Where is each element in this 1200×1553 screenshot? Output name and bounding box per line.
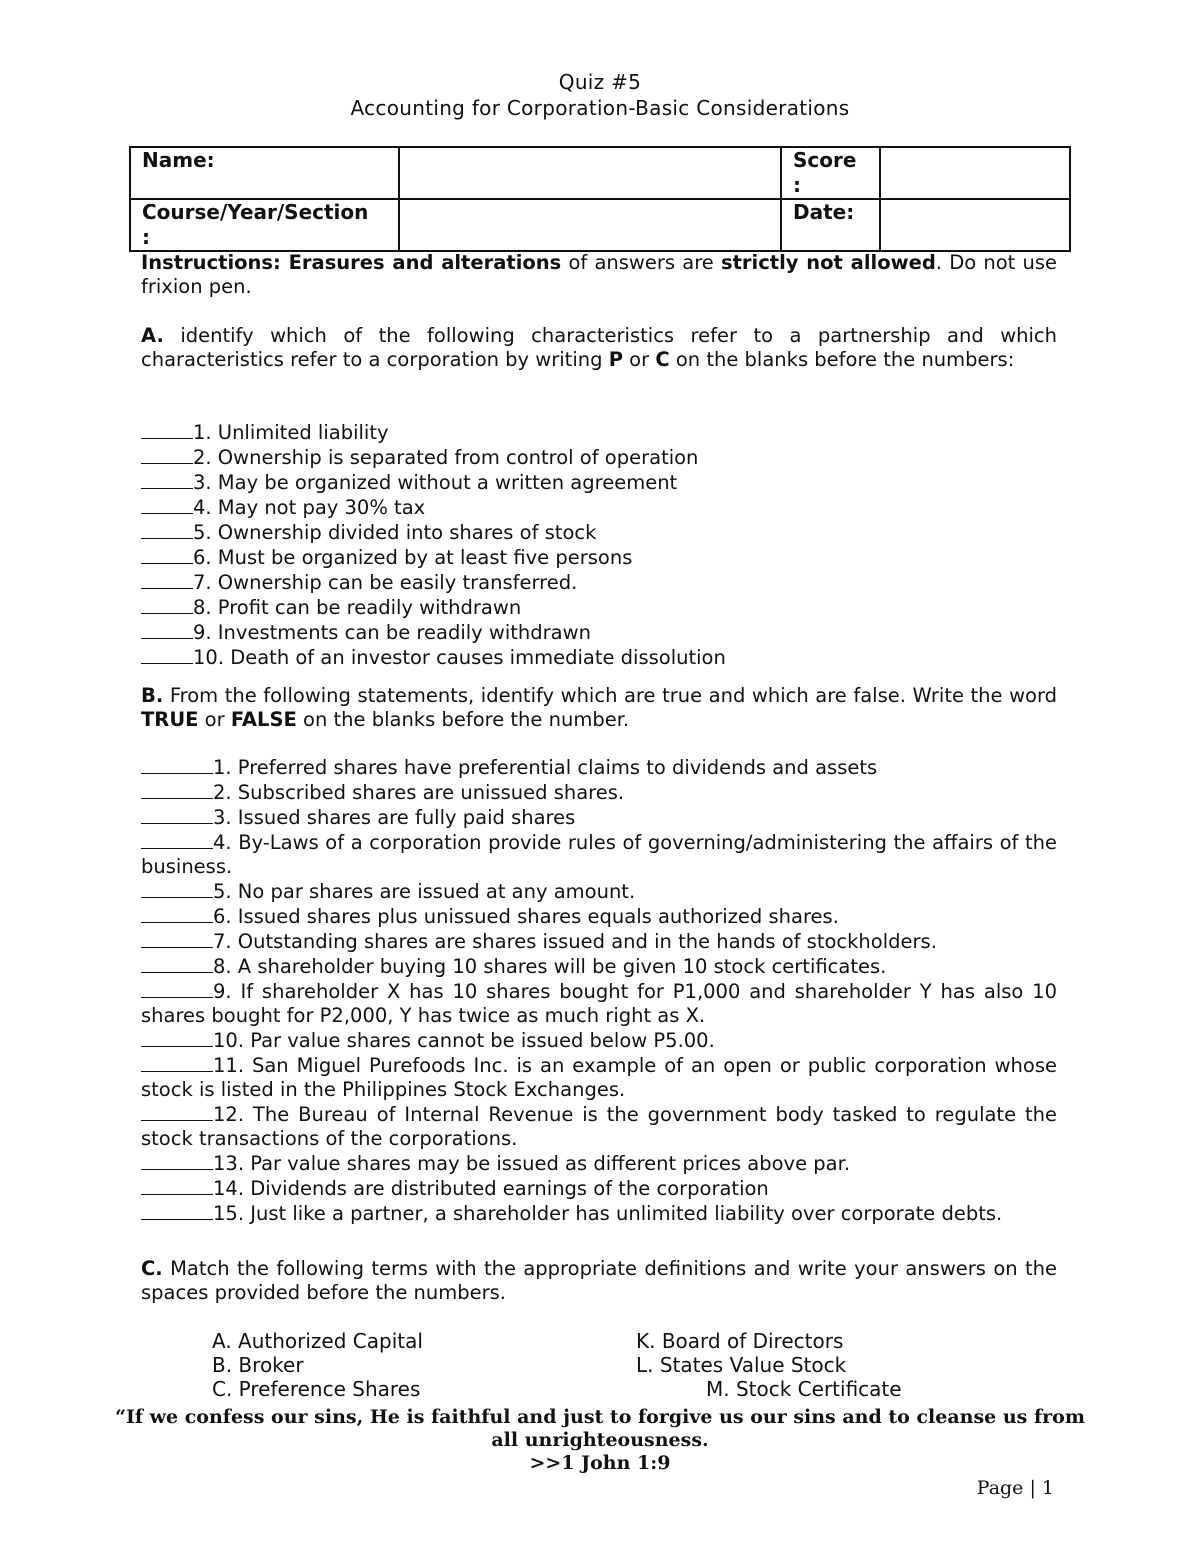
answer-blank[interactable]	[141, 755, 213, 774]
term-b: B. Broker	[212, 1353, 304, 1377]
instructions-mid: of answers are	[561, 251, 721, 274]
section-b-false: FALSE	[230, 708, 297, 731]
item-text: 13. Par value shares may be issued as different prices above par.	[213, 1152, 851, 1175]
list-item	[141, 520, 1057, 545]
list-item	[141, 470, 1057, 495]
section-a-or: or	[622, 348, 656, 371]
answer-blank[interactable]	[141, 445, 193, 464]
answer-blank[interactable]	[141, 1201, 213, 1220]
item-text: 1. Preferred shares have preferential claims to dividends and assets	[213, 756, 878, 779]
answer-blank[interactable]	[141, 830, 213, 849]
answer-blank[interactable]	[141, 1028, 213, 1047]
section-a-text1: identify which of the following characteristics refer to a partnership and which characteristics refer to a corporation by writing	[141, 324, 1057, 371]
list-item	[141, 1102, 1057, 1151]
item-text: 5. No par shares are issued at any amount.	[213, 880, 636, 903]
answer-blank[interactable]	[141, 495, 193, 514]
section-a-text2: on the blanks before the numbers:	[669, 348, 1015, 371]
answer-blank[interactable]	[141, 929, 213, 948]
term-a: A. Authorized Capital	[212, 1329, 423, 1353]
answer-blank[interactable]	[141, 545, 193, 564]
item-text: 6. Issued shares plus unissued shares equals authorized shares.	[213, 905, 839, 928]
term-m: M. Stock Certificate	[706, 1377, 902, 1401]
student-info-table	[129, 146, 1071, 252]
instructions-lead: Instructions: Erasures and alterations	[141, 251, 562, 274]
section-a-c: C	[655, 348, 670, 371]
answer-blank[interactable]	[141, 645, 193, 664]
list-item	[141, 645, 1057, 670]
item-text: 3. Issued shares are fully paid shares	[213, 806, 576, 829]
bible-reference: >>1 John 1:9	[529, 1452, 671, 1474]
course-field[interactable]	[399, 199, 781, 251]
item-text: 1. Unlimited liability	[193, 421, 389, 444]
list-item	[141, 570, 1057, 595]
section-a-letter: A.	[141, 324, 164, 347]
list-item	[141, 595, 1057, 620]
date-field[interactable]	[880, 199, 1070, 251]
answer-blank[interactable]	[141, 780, 213, 799]
section-b-text1: From the following statements, identify which are true and which are false. Write the word	[163, 684, 1057, 707]
answer-blank[interactable]	[141, 1102, 213, 1121]
date-label: Date:	[781, 199, 880, 251]
section-a-list	[141, 420, 1057, 670]
item-text: 8. A shareholder buying 10 shares will be given 10 stock certificates.	[213, 955, 887, 978]
section-a-p: P	[608, 348, 623, 371]
list-item	[141, 445, 1057, 470]
answer-blank[interactable]	[141, 805, 213, 824]
section-b-list	[141, 755, 1057, 1226]
section-b-letter: B.	[141, 684, 164, 707]
list-item	[141, 979, 1057, 1028]
answer-blank[interactable]	[141, 979, 213, 998]
score-label: Score :	[781, 147, 880, 199]
course-label: Course/Year/Section :	[130, 199, 399, 251]
item-text: 5. Ownership divided into shares of stock	[193, 521, 597, 544]
item-text: 12. The Bureau of Internal Revenue is the government body tasked to regulate the stock transactions of the corporations.	[141, 1103, 1057, 1150]
section-b-text2: on the blanks before the number.	[296, 708, 630, 731]
answer-blank[interactable]	[141, 420, 193, 439]
section-b-or: or	[198, 708, 231, 731]
term-k: K. Board of Directors	[636, 1329, 844, 1353]
list-item	[141, 780, 1057, 805]
instructions-strict: strictly not allowed	[720, 251, 936, 274]
list-item	[141, 805, 1057, 830]
term-l: L. States Value Stock	[636, 1353, 847, 1377]
list-item	[141, 1028, 1057, 1053]
answer-blank[interactable]	[141, 595, 193, 614]
list-item	[141, 1151, 1057, 1176]
item-text: 8. Profit can be readily withdrawn	[193, 596, 522, 619]
item-text: 10. Death of an investor causes immediate dissolution	[193, 646, 726, 669]
item-text: 6. Must be organized by at least five persons	[193, 546, 633, 569]
item-text: 2. Subscribed shares are unissued shares.	[213, 781, 625, 804]
item-text: 9. Investments can be readily withdrawn	[193, 621, 591, 644]
list-item	[141, 830, 1057, 879]
quiz-title: Quiz #5	[558, 70, 642, 94]
instructions-tail: . Do not use frixion pen.	[141, 251, 1057, 298]
section-c-text: Match the following terms with the appropriate definitions and write your answers on the spaces provided before the numbers.	[141, 1257, 1057, 1304]
item-text: 3. May be organized without a written agreement	[193, 471, 678, 494]
list-item	[141, 1053, 1057, 1102]
item-text: 9. If shareholder X has 10 shares bought for P1,000 and shareholder Y has also 10 shares bought for P2,000, Y has twice as much right as X.	[141, 980, 1057, 1027]
answer-blank[interactable]	[141, 1151, 213, 1170]
list-item	[141, 929, 1057, 954]
answer-blank[interactable]	[141, 620, 193, 639]
item-text: 4. May not pay 30% tax	[193, 496, 426, 519]
item-text: 15. Just like a partner, a shareholder has unlimited liability over corporate debts.	[213, 1202, 1003, 1225]
item-text: 4. By-Laws of a corporation provide rules of governing/administering the affairs of the business.	[141, 831, 1057, 878]
list-item	[141, 954, 1057, 979]
item-text: 2. Ownership is separated from control of operation	[193, 446, 699, 469]
section-c-letter: C.	[141, 1257, 163, 1280]
answer-blank[interactable]	[141, 1053, 213, 1072]
list-item	[141, 495, 1057, 520]
item-text: 14. Dividends are distributed earnings of the corporation	[213, 1177, 769, 1200]
instructions	[141, 251, 1057, 299]
list-item	[141, 1201, 1057, 1226]
answer-blank[interactable]	[141, 904, 213, 923]
item-text: 11. San Miguel Purefoods Inc. is an example of an open or public corporation whose stock is listed in the Philippines Stock Exchanges.	[141, 1054, 1057, 1101]
name-field[interactable]	[399, 147, 781, 199]
term-c: C. Preference Shares	[212, 1377, 421, 1401]
item-text: 7. Ownership can be easily transferred.	[193, 571, 578, 594]
answer-blank[interactable]	[141, 470, 193, 489]
list-item	[141, 755, 1057, 780]
item-text: 10. Par value shares cannot be issued below P5.00.	[213, 1029, 715, 1052]
section-b-instructions	[141, 684, 1057, 732]
section-c-instructions	[141, 1257, 1057, 1305]
bible-quote: “If we confess our sins, He is faithful and just to forgive us our sins and to cleanse us from all unrighteousness.	[115, 1406, 1085, 1451]
item-text: 7. Outstanding shares are shares issued and in the hands of stockholders.	[213, 930, 937, 953]
answer-blank[interactable]	[141, 954, 213, 973]
list-item	[141, 620, 1057, 645]
section-b-true: TRUE	[141, 708, 199, 731]
list-item	[141, 879, 1057, 904]
answer-blank[interactable]	[141, 879, 213, 898]
quiz-subtitle: Accounting for Corporation-Basic Considerations	[350, 96, 850, 120]
list-item	[141, 545, 1057, 570]
answer-blank[interactable]	[141, 570, 193, 589]
list-item	[141, 904, 1057, 929]
answer-blank[interactable]	[141, 520, 193, 539]
page-number: Page | 1	[976, 1477, 1054, 1499]
section-a-instructions	[141, 324, 1057, 372]
list-item	[141, 420, 1057, 445]
answer-blank[interactable]	[141, 1176, 213, 1195]
list-item	[141, 1176, 1057, 1201]
score-field[interactable]	[880, 147, 1070, 199]
name-label: Name:	[130, 147, 399, 199]
